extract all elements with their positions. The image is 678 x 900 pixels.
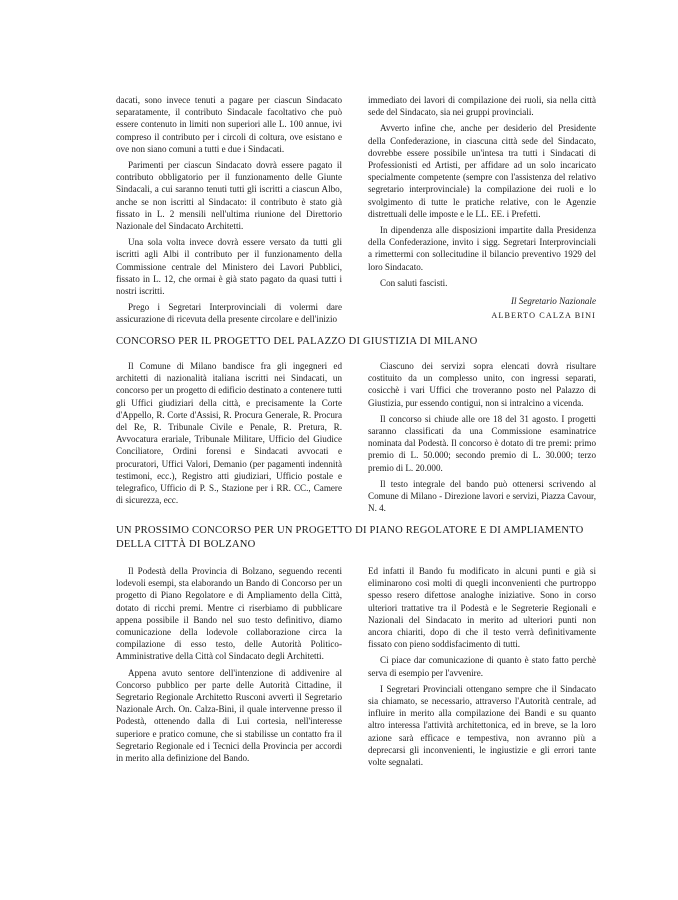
paragraph: Parimenti per ciascun Sindacato dovrà essere pagato il contributo obbligatorio per il funzionamento delle Giunte Sindacali, a cui saranno tenuti tutti gli iscritti a ciascun Albo, anche se non iscritti al Sindacato: il contributo è stato già fissato in L. 2 mensili nell'ultima riunione del Direttorio Nazionale del Sindacato Architetti.: [116, 160, 342, 232]
paragraph: Il Podestà della Provincia di Bolzano, seguendo recenti lodevoli esempi, sta elaborando un Bando di Concorso per un progetto di Piano Regolatore e di Ampliamento della Città, dotato di ricchi premi. Mentre ci riserbiamo di pubblicare appena possibile il Bando nel suo testo definitivo, diamo comunicazione della lodevole collaborazione circa la compilazione di esso testo, delle Autorità Politico-Amministrative della Città col Sindacato degli Architetti.: [116, 566, 342, 662]
paragraph: Il concorso si chiude alle ore 18 del 31 agosto. I progetti saranno classificati da una Commissione esaminatrice nominata dal Podestà. Il concorso è dotato di tre premi: primo premio di L. 50.000; secondo premio di L. 30.000; terzo premio di L. 20.000.: [368, 413, 596, 473]
section3-heading: [116, 524, 586, 552]
paragraph: Ciascuno dei servizi sopra elencati dovrà risultare costituito da un complesso unito, con ingressi separati, cosicchè i vari Uffici che troveranno posto nel Palazzo di Giustizia, pur essendo contigui, non si intralcino a vicenda.: [368, 361, 596, 408]
paragraph: dacati, sono invece tenuti a pagare per ciascun Sindacato separatamente, il contributo Sindacale facoltativo che può essere contenuto in limiti non superiori alle L. 100 annue, ivi compreso il contributo per i circoli di coltura, ove esistano e ove non siano comuni a tutti e due i Sindacati.: [116, 95, 342, 154]
section1-left-column: [116, 94, 342, 330]
paragraph: Il Comune di Milano bandisce fra gli ingegneri ed architetti di nazionalità italiana iscritti nei Sindacati, un concorso per un progetto di edificio destinato a contenere tutti gli Uffici giudiziari della città, e precisamente la Corte d'Appello, R. Corte d'Assisi, R. Procura Generale, R. Procura del Re, R. Tribunale Civile e Penale, R. Pretura, R. Avvocatura erariale, Tribunale Militare, Ufficio del Giudice Conciliatore, Ordini forensi e Sindacati avvocati e procuratori, Uffici Valori, Demanio (per pagamenti indennità testimoni, ecc.), Registro atti giudiziari, Ufficio postale e telegrafico, Ufficio di P. S., Stazione per i RR. CC., Camere di sicurezza, ecc.: [116, 361, 343, 506]
section3-left-column: [116, 565, 342, 768]
paragraph: Con saluti fascisti.: [380, 277, 448, 288]
paragraph: Appena avuto sentore dell'intenzione di addivenire al Concorso pubblico per parte delle Autorità Cittadine, il Segretario Regionale Architetto Rusconi avvertì il Segretario Nazionale Arch. On. Calza-Bini, il quale intervenne presso il Podestà, ottenendo dalla di Lui cortesia, nell'interesse superiore e pratico comune, che si stabilisse un contatto fra il Segretario Regionale ed i Tecnici della Provincia per accordi in merito alla definizione del Bando.: [116, 667, 342, 764]
paragraph: Prego i Segretari Interprovinciali di volermi dare assicurazione di ricevuta della presente circolare e dell'inizio: [116, 302, 342, 325]
section2-left-column: [116, 360, 342, 510]
section2-heading: CONCORSO PER IL PROGETTO DEL PALAZZO DI GIUSTIZIA DI MILANO: [116, 336, 478, 347]
signature-name: ALBERTO CALZA BINI: [491, 311, 596, 321]
paragraph: Ed infatti il Bando fu modificato in alcuni punti e già si eliminarono così molti di quegli inconvenienti che purtroppo spesso resero difettose analoghe iniziative. Sono in corso ulteriori trattative tra il Podestà e le Segreterie Regionali e Nazionali del Sindacato in merito ad ulteriori punti non ancora chiariti, dopo di che il testo verrà definitivamente fissato con pieno soddisfacimento di tutti.: [368, 566, 596, 650]
paragraph: Una sola volta invece dovrà essere versato da tutti gli iscritti agli Albi il contributo per il funzionamento della Commissione centrale del Ministero dei Lavori Pubblici, fissato in L. 12, che ormai è già stato pagato da quasi tutti i nostri iscritti.: [116, 237, 342, 297]
paragraph: Il testo integrale del bando può ottenersi scrivendo al Comune di Milano - Direzione lavori e servizi, Piazza Cavour, N. 4.: [368, 478, 596, 514]
paragraph: Ci piace dar comunicazione di quanto è stato fatto perchè serva di esempio per l'avvenire.: [368, 655, 596, 678]
section2-right-column: [368, 360, 596, 518]
paragraph: immediato dei lavori di compilazione dei ruoli, sia nella città sede del Sindacato, sia nei gruppi provinciali.: [368, 95, 596, 118]
paragraph: In dipendenza alle disposizioni impartite dalla Presidenza della Confederazione, invito i sigg. Segretari Interprovinciali a rimettermi con sollecitudine il bilancio preventivo 1929 del loro Sindacato.: [368, 225, 596, 272]
paragraph: I Segretari Provinciali ottengano sempre che il Sindacato sia chiamato, se necessario, attraverso l'Autorità centrale, ad influire in merito alla compilazione dei Bandi e su quanto altro interessa l'attività architettonica, ed in breve, se la loro azione sarà efficace e tempestiva, non avranno più a deprecarsi gli inconvenienti, le ingiustizie e gli errori tante volte segnalati.: [368, 683, 596, 768]
section1-right-column: [368, 94, 596, 325]
section3-heading-line1: UN PROSSIMO CONCORSO PER UN PROGETTO DI PIANO REGOLATORE E DI AMPLIAMENTO: [116, 525, 584, 536]
section3-right-column: [368, 565, 596, 772]
section3-heading-line2: DELLA CITTÀ DI BOLZANO: [116, 539, 256, 550]
signature-title: Il Segretario Nazionale: [510, 296, 596, 307]
paragraph: Avverto infine che, anche per desiderio del Presidente della Confederazione, in ciascuna città sede del Sindacato, dovrebbe essere possibile un'intesa tra tutti i Sindacati di Professionisti ed Artisti, per affidare ad un solo incaricato specialmente competente (sempre con l'assistenza del relativo segretario interprovinciale) la compilazione dei ruoli e lo svolgimento di tutte le pratiche relative, con le Agenzie distrettuali delle imposte e le LL. EE. i Prefetti.: [368, 123, 596, 219]
